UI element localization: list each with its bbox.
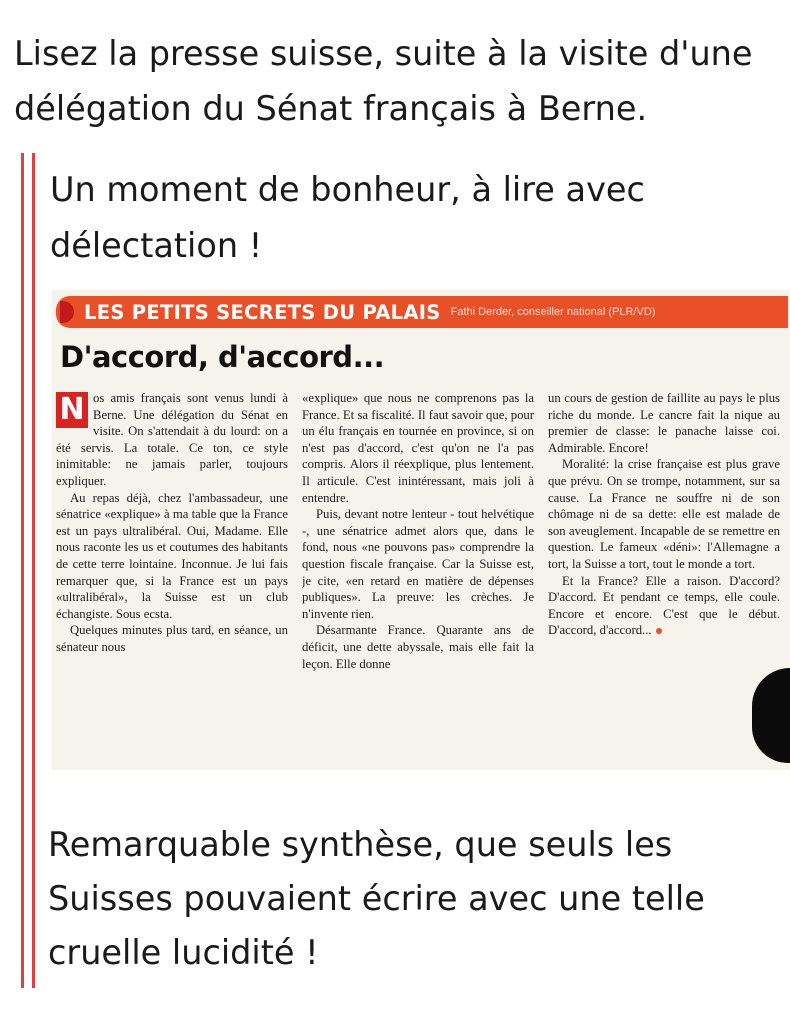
newspaper-clipping: [52, 290, 790, 770]
article-column-3: [548, 390, 780, 760]
margin-line-left: [21, 153, 24, 988]
article-paragraph: Désarmante France. Quarante ans de déficit, une dette abyssale, mais elle fait la leçon. Elle donne: [302, 623, 534, 671]
intro-line-2: délégation du Sénat français à Berne.: [14, 89, 648, 128]
end-mark-icon: [656, 628, 662, 634]
article-paragraph: Et la France? Elle a raison. D'accord? D'accord. Et pendant ce temps, elle coule. Encore et encore. C'est que le début. D'accord, d'accord...: [548, 573, 780, 638]
margin-line-right: [32, 153, 35, 988]
banner-dot-icon: [60, 301, 74, 323]
article-body: [56, 390, 780, 760]
article-paragraph: Moralité: la crise française est plus grave que prévu. On se trompe, notamment, sur sa cause. La France ne souffre ni de son chômage ni de sa dette: elle est malade de son aveuglement. Incapable de se remettre en question. Le fameux «déni»: l'Allemagne a tort, la Suisse a tort, tout le monde a tort.: [548, 457, 780, 571]
conclusion-text: Remarquable synthèse, que seuls les Suisses pouvaient écrire avec une telle cruelle lucidité !: [48, 825, 705, 972]
article-paragraph: un cours de gestion de faillite au pays le plus riche du monde. Le cancre fait la nique au premier de classe: le panache laisse coi. Admirable. Encore!: [548, 391, 780, 455]
article-column-1: [56, 390, 288, 760]
article-author: Fathi Derder, conseiller national (PLR/VD): [450, 306, 656, 318]
rubric-title: LES PETITS SECRETS DU PALAIS: [84, 300, 441, 324]
drop-cap: N: [56, 392, 88, 428]
article-paragraph: «explique» que nous ne comprenons pas la France. Et sa fiscalité. Il faut savoir que, pour un élu français en tournée en province, si on n'est pas d'accord, c'est qu'on ne l'a pas compris. Alors il réexplique, plus lentement. Il articule. C'est inintéressant, mais joli à entendre.: [302, 391, 534, 505]
article-paragraph: Puis, devant notre lenteur - tout helvétique -, une sénatrice admet alors que, dans le fond, nous «ne pouvons pas» comprendre la question fiscale française. Car la Suisse est, je cite, «en retard en matière de dépenses publiques». La preuve: les crèches. Je n'invente rien.: [302, 507, 534, 621]
article-paragraph: Au repas déjà, chez l'ambassadeur, une sénatrice «explique» à ma table que la France est un pays ultralibéral. Oui, Madame. Elle nous raconte les us et coutumes des habitants de cette terre lointaine. Inconnue. Je lui fais remarquer que, si la France est un pays «ultralibéral», la Suisse est un club échangiste. Sous ecsta.: [56, 490, 288, 621]
article-paragraph: Quelques minutes plus tard, en séance, un sénateur nous: [56, 623, 288, 654]
intro-line-1: Lisez la presse suisse, suite à la visite d'une: [14, 34, 753, 73]
rubric-banner: [56, 296, 788, 328]
article-paragraph: N os amis français sont venus lundi à Berne. Une délégation du Sénat en visite. On s'attendait à du lourd: on a été servis. La totale. Ce ton, ce style inimitable: ne jamais parler, toujours expliquer.: [56, 391, 288, 488]
subtitle-text: Un moment de bonheur, à lire avec délectation !: [50, 170, 645, 265]
article-headline: D'accord, d'accord...: [60, 340, 385, 374]
intro-text: [14, 26, 790, 136]
article-column-2: [302, 390, 534, 760]
